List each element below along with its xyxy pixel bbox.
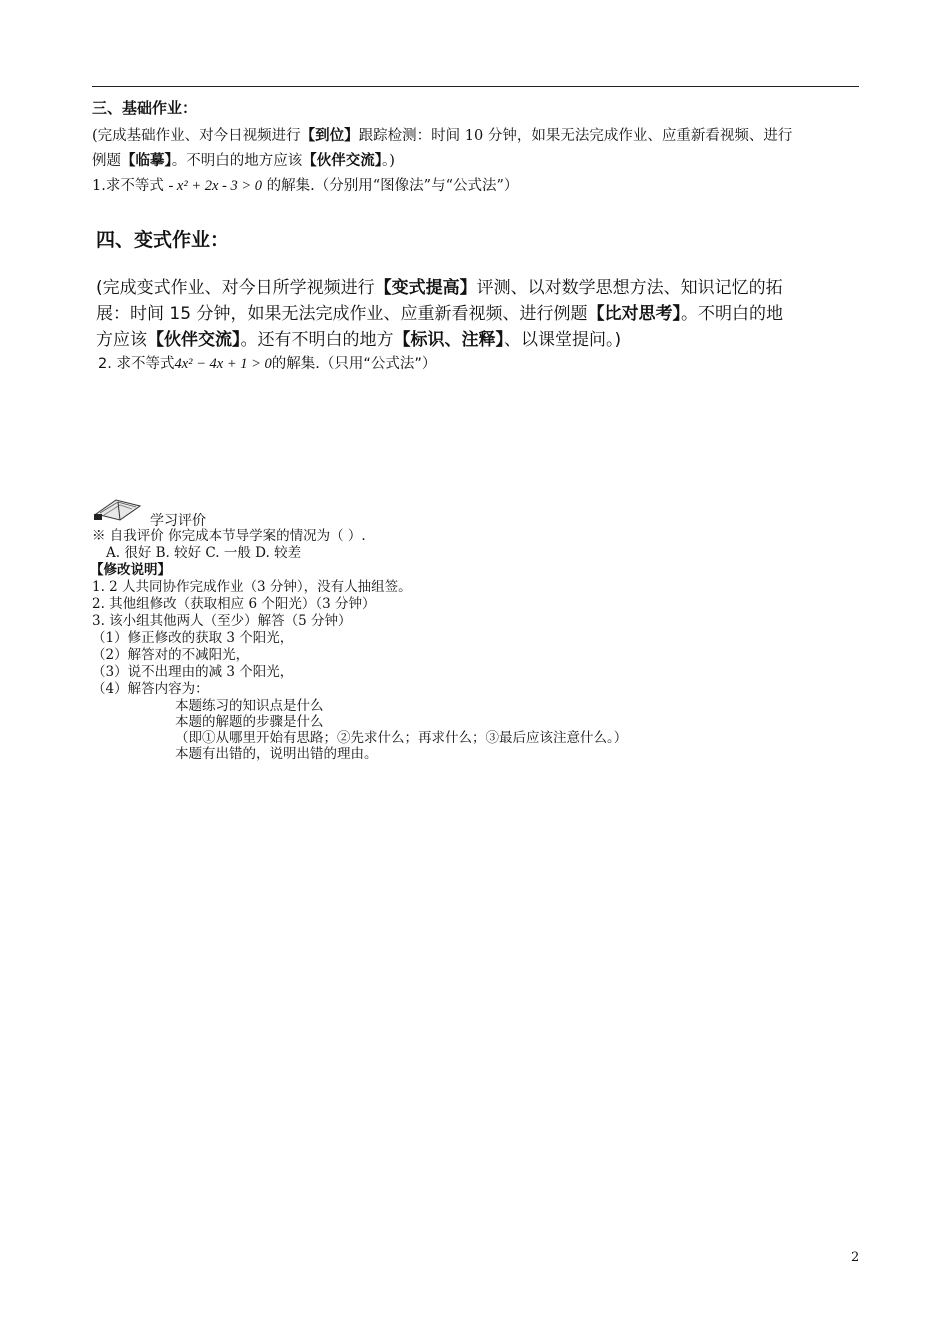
section3-intro-text: 。) [382,153,395,169]
evaluation-heading: 学习评价 [150,513,206,529]
revision-item: （4）解答内容为： [92,681,209,697]
question-1-formula: - x² + 2x - 3 > 0 [168,178,263,194]
section4-keyword-biaoshi: 【标识、注释】 [393,330,504,350]
section3-intro-text: 。不明白的地方应该 [171,153,303,169]
section3-intro-line1 [92,124,792,145]
section4-intro-text: 。不明白的地 [680,304,783,324]
section3-intro-text: 跟踪检测：时间 10 分钟，如果无法完成作业、应重新看视频、进行 [358,128,793,144]
revision-sub-item: （即①从哪里开始有思路；②先求什么；再求什么；③最后应该注意什么。） [175,730,628,746]
section4-keyword-huoban: 【伙伴交流】 [147,330,241,350]
open-book-icon [92,496,144,522]
section4-intro-text: 、以课堂提问。) [504,330,622,350]
question-2-formula: 4x² − 4x + 1 > 0 [174,356,272,372]
question-2-prefix: 2. 求不等式 [98,356,175,372]
question-1 [92,174,518,195]
section3-keyword-daowei: 【到位】 [300,127,359,144]
revision-sub-item: 本题的解题的步骤是什么 [175,714,324,730]
revision-sub-item: 本题有出错的，说明出错的理由。 [175,746,378,762]
section4-intro-line2 [96,299,783,324]
section4-intro-text: 展：时间 15 分钟，如果无法完成作业、应重新看视频、进行例题 [96,304,588,324]
question-2 [98,352,436,373]
question-1-suffix: 的解集.（分别用“图像法”与“公式法”） [266,178,519,194]
section4-intro-text: 。还有不明白的地方 [240,330,394,350]
section4-intro-text: (完成变式作业、对今日所学视频进行 [96,278,375,298]
evaluation-options: A. 很好 B. 较好 C. 一般 D. 较差 [106,545,302,561]
section4-intro-text: 评测、以对数学思想方法、知识记忆的拓 [476,278,783,298]
revision-sub-item: 本题练习的知识点是什么 [175,698,324,714]
section3-intro-text: 例题 [92,153,121,169]
revision-item: （3）说不出理由的减 3 个阳光， [92,664,294,680]
section4-intro-line1 [96,273,783,298]
question-1-prefix: 1.求不等式 [92,178,164,194]
section4-intro-text: 方应该 [96,330,147,350]
revision-item: 3. 该小组其他两人（至少）解答（5 分钟） [92,613,352,629]
revision-title: 【修改说明】 [90,562,171,578]
section3-title: 三、基础作业： [92,99,198,117]
section4-keyword-bianshi: 【变式提高】 [374,278,477,298]
header-rule [92,86,859,87]
revision-item: （1）修正修改的获取 3 个阳光， [92,630,294,646]
section3-keyword-huoban: 【伙伴交流】 [302,152,382,169]
section4-keyword-bidui: 【比对思考】 [587,304,681,324]
section3-intro-line2 [92,149,395,170]
revision-item: 2. 其他组修改（获取相应 6 个阳光）（3 分钟） [92,596,376,612]
revision-item: 1. 2 人共同协作完成作业（3 分钟），没有人抽组签。 [92,579,412,595]
self-evaluation: ※ 自我评价 你完成本节导学案的情况为（ ）. [92,528,366,544]
section4-title: 四、变式作业： [96,229,230,251]
section4-intro-line3 [96,325,621,350]
section3-intro-text: (完成基础作业、对今日视频进行 [92,128,301,144]
revision-item: （2）解答对的不减阳光， [92,647,250,663]
question-2-suffix: 的解集.（只用“公式法”） [271,356,437,372]
page-number: 2 [851,1250,860,1265]
section3-keyword-linmo: 【临摹】 [121,152,172,169]
